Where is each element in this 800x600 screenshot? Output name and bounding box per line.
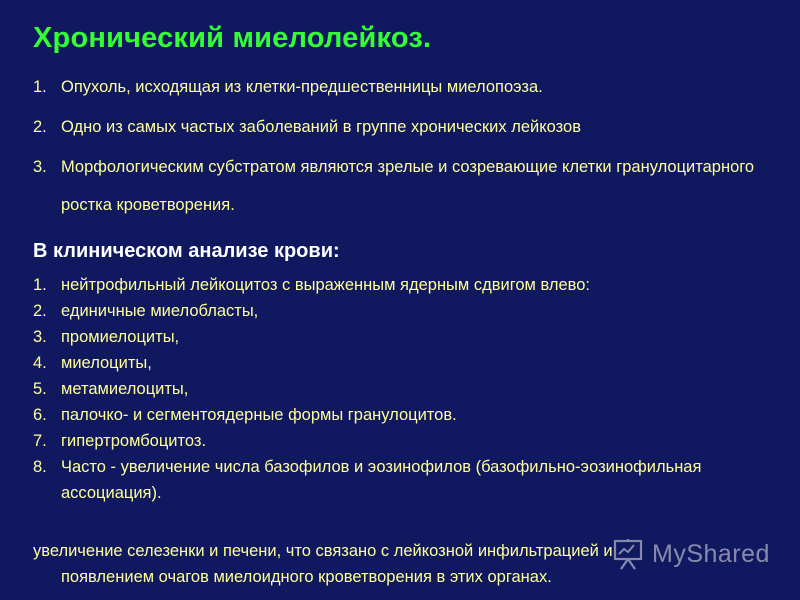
item-text: нейтрофильный лейкоцитоз с выраженным ядерным сдвигом влево: xyxy=(61,276,590,294)
item-number: 3. xyxy=(33,158,47,176)
item-number: 2. xyxy=(33,118,47,136)
blood-analysis-heading: В клиническом анализе крови: xyxy=(33,240,340,262)
footer-note xyxy=(33,538,763,590)
blood-item xyxy=(33,454,773,506)
item-number: 4. xyxy=(33,354,47,372)
blood-item xyxy=(33,428,773,454)
item-text: палочко- и сегментоядерные формы гранулоцитов. xyxy=(61,406,457,424)
blood-item xyxy=(33,376,773,402)
intro-list xyxy=(33,68,773,226)
item-text: метамиелоциты, xyxy=(61,380,189,398)
item-text: миелоциты, xyxy=(61,354,152,372)
blood-item xyxy=(33,350,773,376)
item-number: 6. xyxy=(33,406,47,424)
item-number: 7. xyxy=(33,432,47,450)
blood-item xyxy=(33,298,773,324)
intro-item xyxy=(33,148,773,224)
intro-item xyxy=(33,68,773,106)
blood-item xyxy=(33,402,773,428)
intro-item xyxy=(33,108,773,146)
item-number: 1. xyxy=(33,276,47,294)
item-number: 5. xyxy=(33,380,47,398)
watermark-text: MyShared xyxy=(652,539,770,568)
item-text: Часто - увеличение числа базофилов и эозинофилов (базофильно-эозинофильная ассоциация). xyxy=(61,458,702,502)
item-number: 1. xyxy=(33,78,47,96)
item-text: промиелоциты, xyxy=(61,328,180,346)
item-number: 2. xyxy=(33,302,47,320)
item-number: 8. xyxy=(33,458,47,476)
slide-title: Хронический миелолейкоз. xyxy=(33,22,432,54)
item-text: Морфологическим субстратом являются зрелые и созревающие клетки гранулоцитарного ростка кроветворения. xyxy=(61,158,755,214)
item-number: 3. xyxy=(33,328,47,346)
blood-item xyxy=(33,324,773,350)
footer-line-2: появлением очагов миелоидного кроветворения в этих органах. xyxy=(61,568,552,586)
footer-line-1: увеличение селезенки и печени, что связано с лейкозной инфильтрацией и xyxy=(33,542,613,560)
item-text: гипертромбоцитоз. xyxy=(61,432,207,450)
blood-item xyxy=(33,272,773,298)
item-text: Опухоль, исходящая из клетки-предшественницы миелопоэза. xyxy=(61,78,543,96)
blood-analysis-list xyxy=(33,272,773,506)
item-text: Одно из самых частых заболеваний в группе хронических лейкозов xyxy=(61,118,581,136)
item-text: единичные миелобласты, xyxy=(61,302,259,320)
